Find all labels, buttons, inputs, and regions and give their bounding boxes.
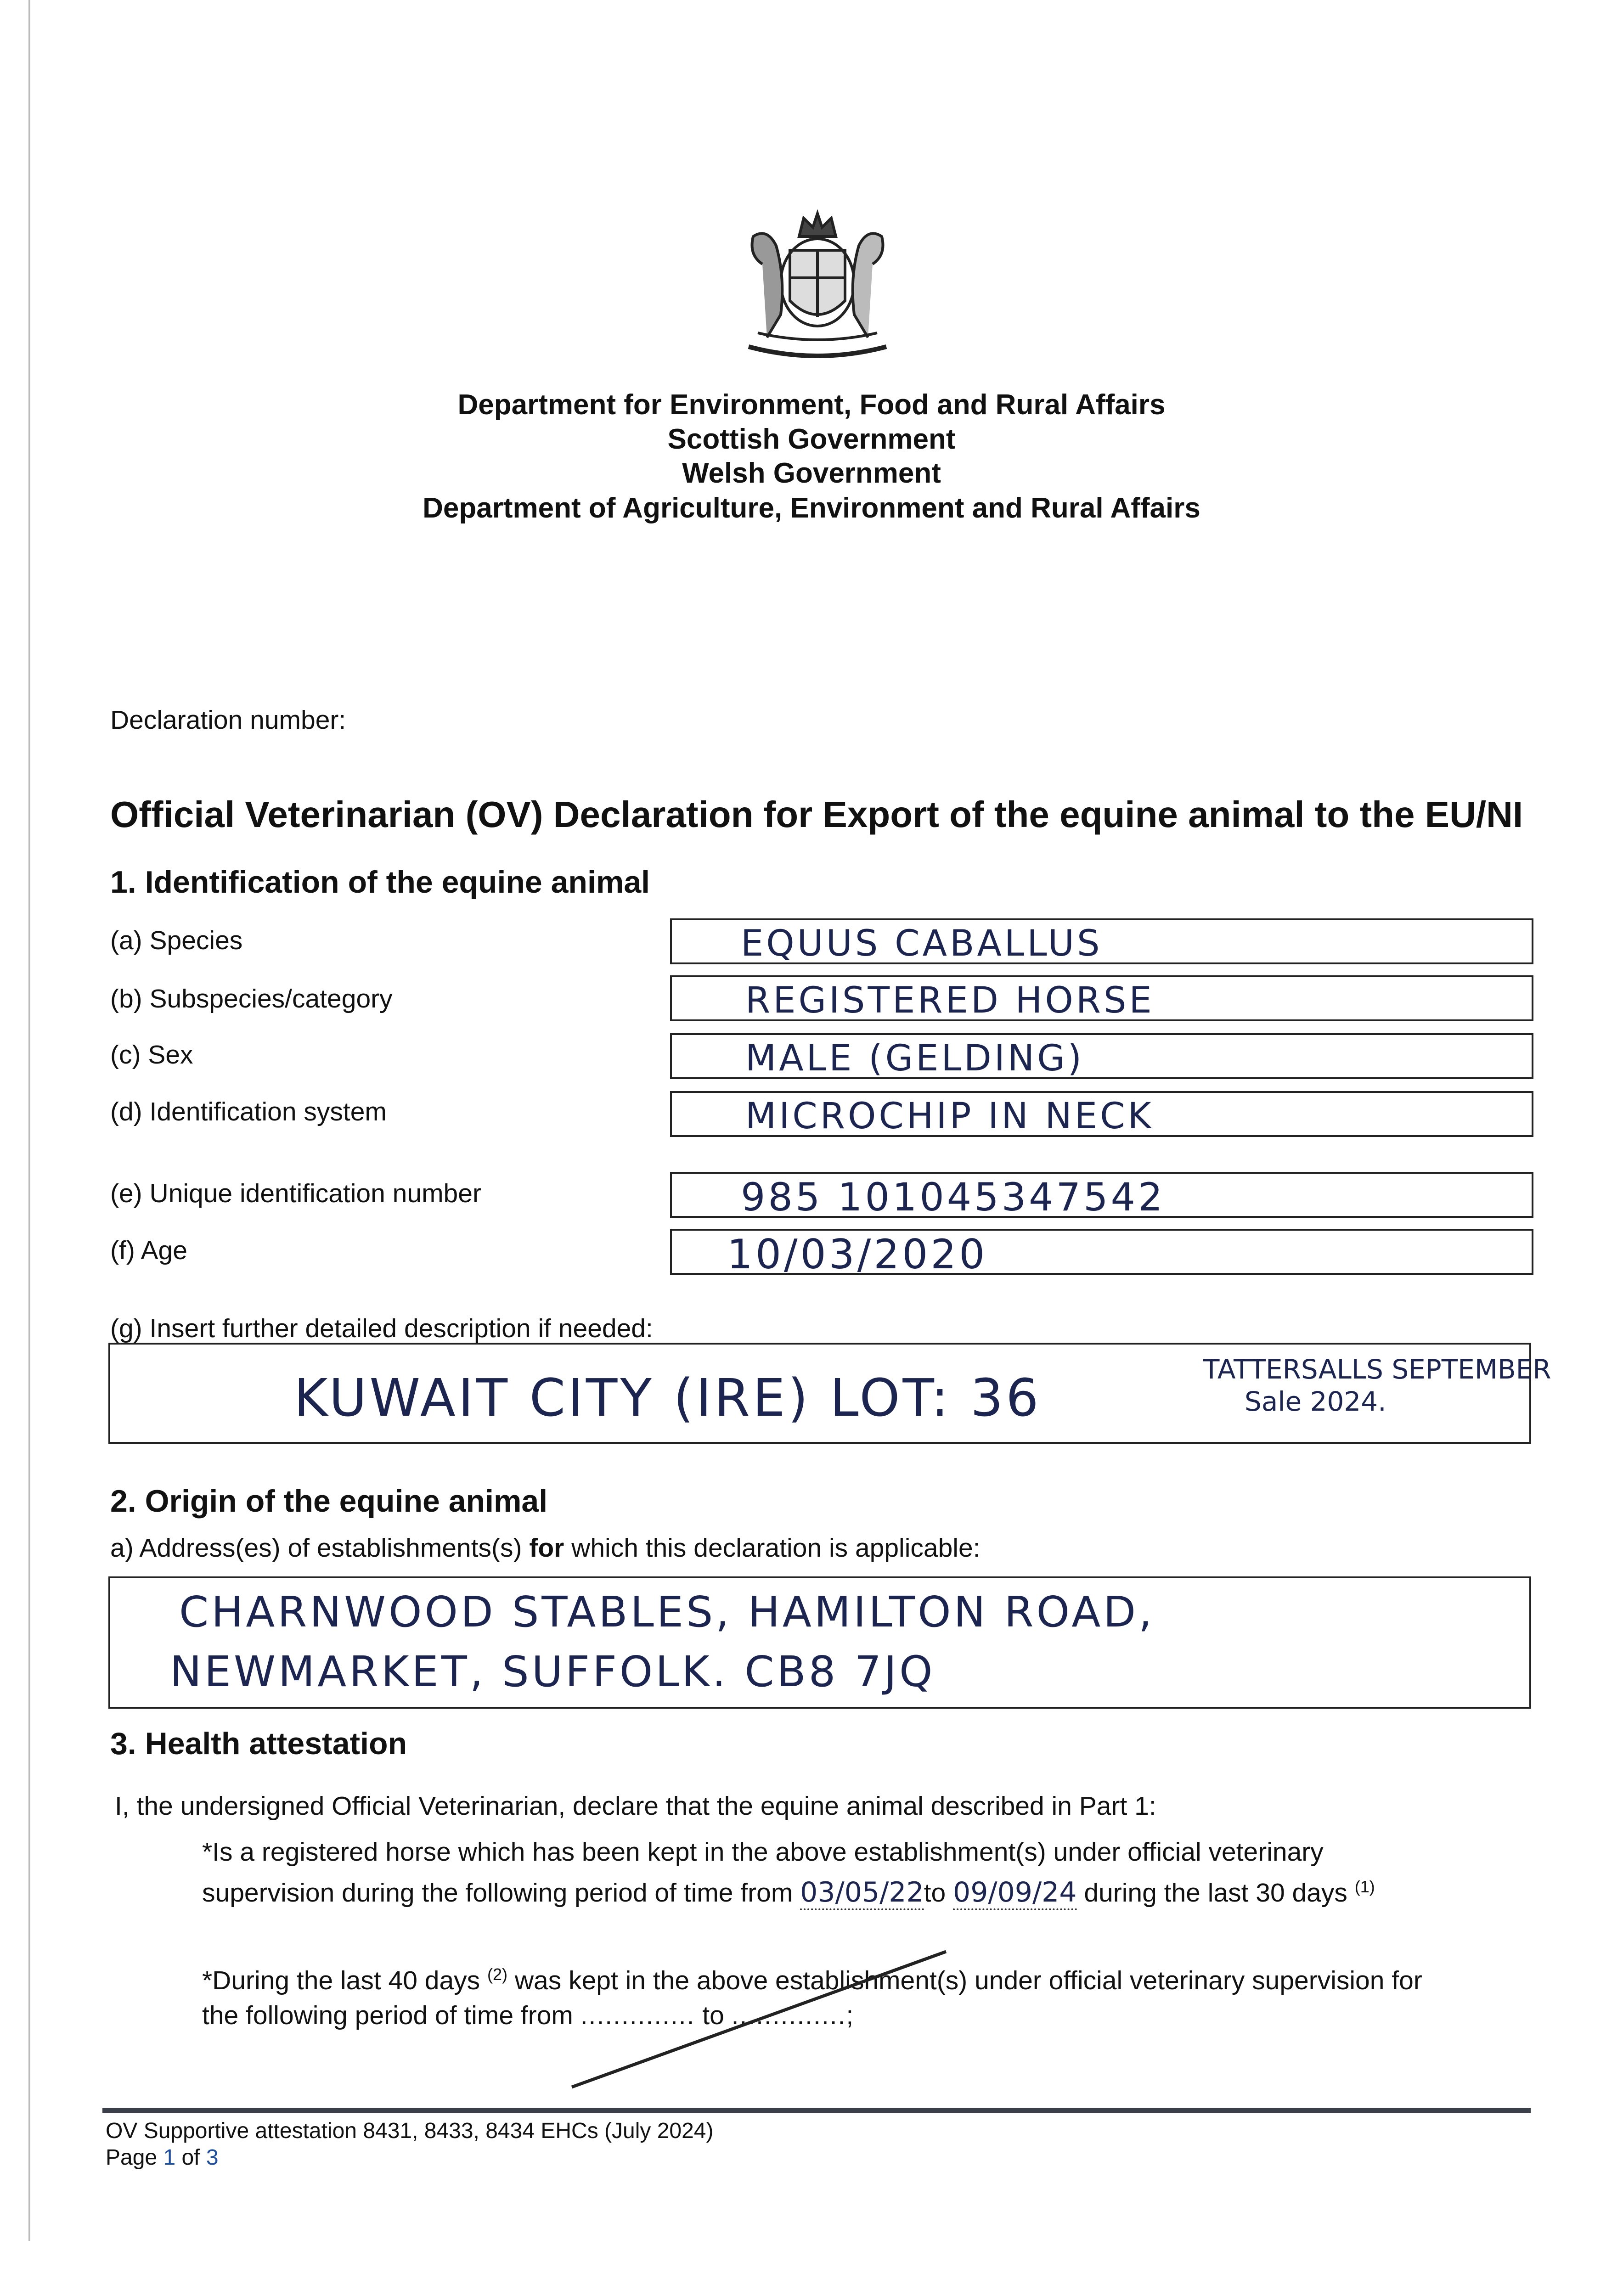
- para2-from-blank[interactable]: ..............: [580, 2001, 695, 2030]
- para1-to: to: [924, 1878, 946, 1908]
- para1-line1: *Is a registered horse which has been kept in the above establishment(s) under official veterinary: [202, 1837, 1324, 1867]
- sex-value: MALE (GELDING): [745, 1038, 1085, 1079]
- department-scottish-gov: Scottish Government: [667, 423, 956, 455]
- section1-heading: 1. Identification of the equine animal: [110, 865, 650, 900]
- period-from-value[interactable]: 03/05/22: [800, 1876, 924, 1910]
- age-value: 10/03/2020: [727, 1231, 988, 1278]
- scan-edge-line: [28, 0, 30, 2241]
- section2-heading: 2. Origin of the equine animal: [110, 1484, 548, 1519]
- sex-label: (c) Sex: [110, 1040, 193, 1069]
- address-label-pre: a) Address(es) of establishments(s): [110, 1533, 530, 1563]
- id-system-field[interactable]: [670, 1091, 1533, 1137]
- page-of: of: [175, 2145, 206, 2170]
- footer-line1: OV Supportive attestation 8431, 8433, 8434 EHCs (July 2024): [106, 2119, 714, 2143]
- unique-id-value: 985 101045347542: [741, 1175, 1166, 1220]
- department-defra: Department for Environment, Food and Rural Affairs: [457, 389, 1166, 421]
- address-line-1: CHARNWOOD STABLES, HAMILTON ROAD,: [179, 1587, 1155, 1637]
- address-label-post: which this declaration is applicable:: [564, 1533, 981, 1563]
- page-total: 3: [206, 2145, 219, 2170]
- address-label-bold: for: [529, 1533, 564, 1563]
- further-description-value: KUWAIT CITY (IRE) LOT: 36: [294, 1368, 1042, 1428]
- further-description-field[interactable]: [108, 1343, 1551, 1444]
- further-note-line2: Sale 2024.: [1245, 1386, 1386, 1417]
- period-to-value[interactable]: 09/09/24: [953, 1876, 1076, 1910]
- attestation-para-1: [202, 1835, 1534, 1910]
- footer: [106, 2118, 713, 2171]
- declaration-number-label: Declaration number:: [110, 705, 346, 735]
- page-number: [106, 2144, 713, 2171]
- para1-pre: supervision during the following period of time from: [202, 1878, 800, 1908]
- department-welsh-gov: Welsh Government: [682, 457, 941, 489]
- species-field[interactable]: [670, 918, 1533, 964]
- para2-to-blank[interactable]: ..............;: [731, 2001, 855, 2030]
- footnote-2: (2): [487, 1965, 508, 1984]
- age-label: (f) Age: [110, 1236, 187, 1265]
- address-field[interactable]: [108, 1576, 1531, 1709]
- para2-pre: *During the last 40 days: [202, 1966, 488, 1995]
- subspecies-label: (b) Subspecies/category: [110, 984, 393, 1013]
- subspecies-value: REGISTERED HORSE: [745, 980, 1155, 1021]
- sex-field[interactable]: [670, 1033, 1533, 1079]
- royal-crest-logo: [721, 209, 914, 374]
- unique-id-field[interactable]: [670, 1172, 1533, 1218]
- further-note-line1: TATTERSALLS SEPTEMBER: [1203, 1354, 1551, 1385]
- strikethrough-line: [565, 1947, 955, 2094]
- address-line-2: NEWMARKET, SUFFOLK. CB8 7JQ: [170, 1647, 935, 1696]
- page-title: Official Veterinarian (OV) Declaration for Export of the equine animal to the EU/NI: [110, 794, 1523, 835]
- subspecies-field[interactable]: [670, 975, 1533, 1021]
- para1-post: during the last 30 days: [1076, 1878, 1355, 1908]
- unique-id-label: (e) Unique identification number: [110, 1179, 481, 1208]
- id-system-label: (d) Identification system: [110, 1097, 387, 1126]
- para2-line2-pre: the following period of time from: [202, 2001, 580, 2030]
- species-value: EQUUS CABALLUS: [741, 923, 1103, 964]
- department-daera: Department of Agriculture, Environment and Rural Affairs: [423, 492, 1200, 524]
- footnote-1: (1): [1354, 1877, 1375, 1896]
- para2-to: to: [695, 2001, 732, 2030]
- footer-rule: [102, 2108, 1531, 2113]
- para1-line2: [202, 1869, 1534, 1910]
- section3-heading: 3. Health attestation: [110, 1726, 407, 1761]
- page-word: Page: [106, 2145, 163, 2170]
- para2-line1-post: was kept in the above establishment(s) under official veterinary supervision for: [507, 1966, 1422, 1995]
- further-description-label: (g) Insert further detailed description if needed:: [110, 1314, 653, 1343]
- id-system-value: MICROCHIP IN NECK: [745, 1096, 1154, 1137]
- attestation-intro: I, the undersigned Official Veterinarian, declare that the equine animal described in Part 1:: [115, 1791, 1156, 1821]
- species-label: (a) Species: [110, 926, 243, 955]
- address-label: [110, 1533, 980, 1563]
- age-field[interactable]: [670, 1229, 1533, 1278]
- page-current: 1: [163, 2145, 176, 2170]
